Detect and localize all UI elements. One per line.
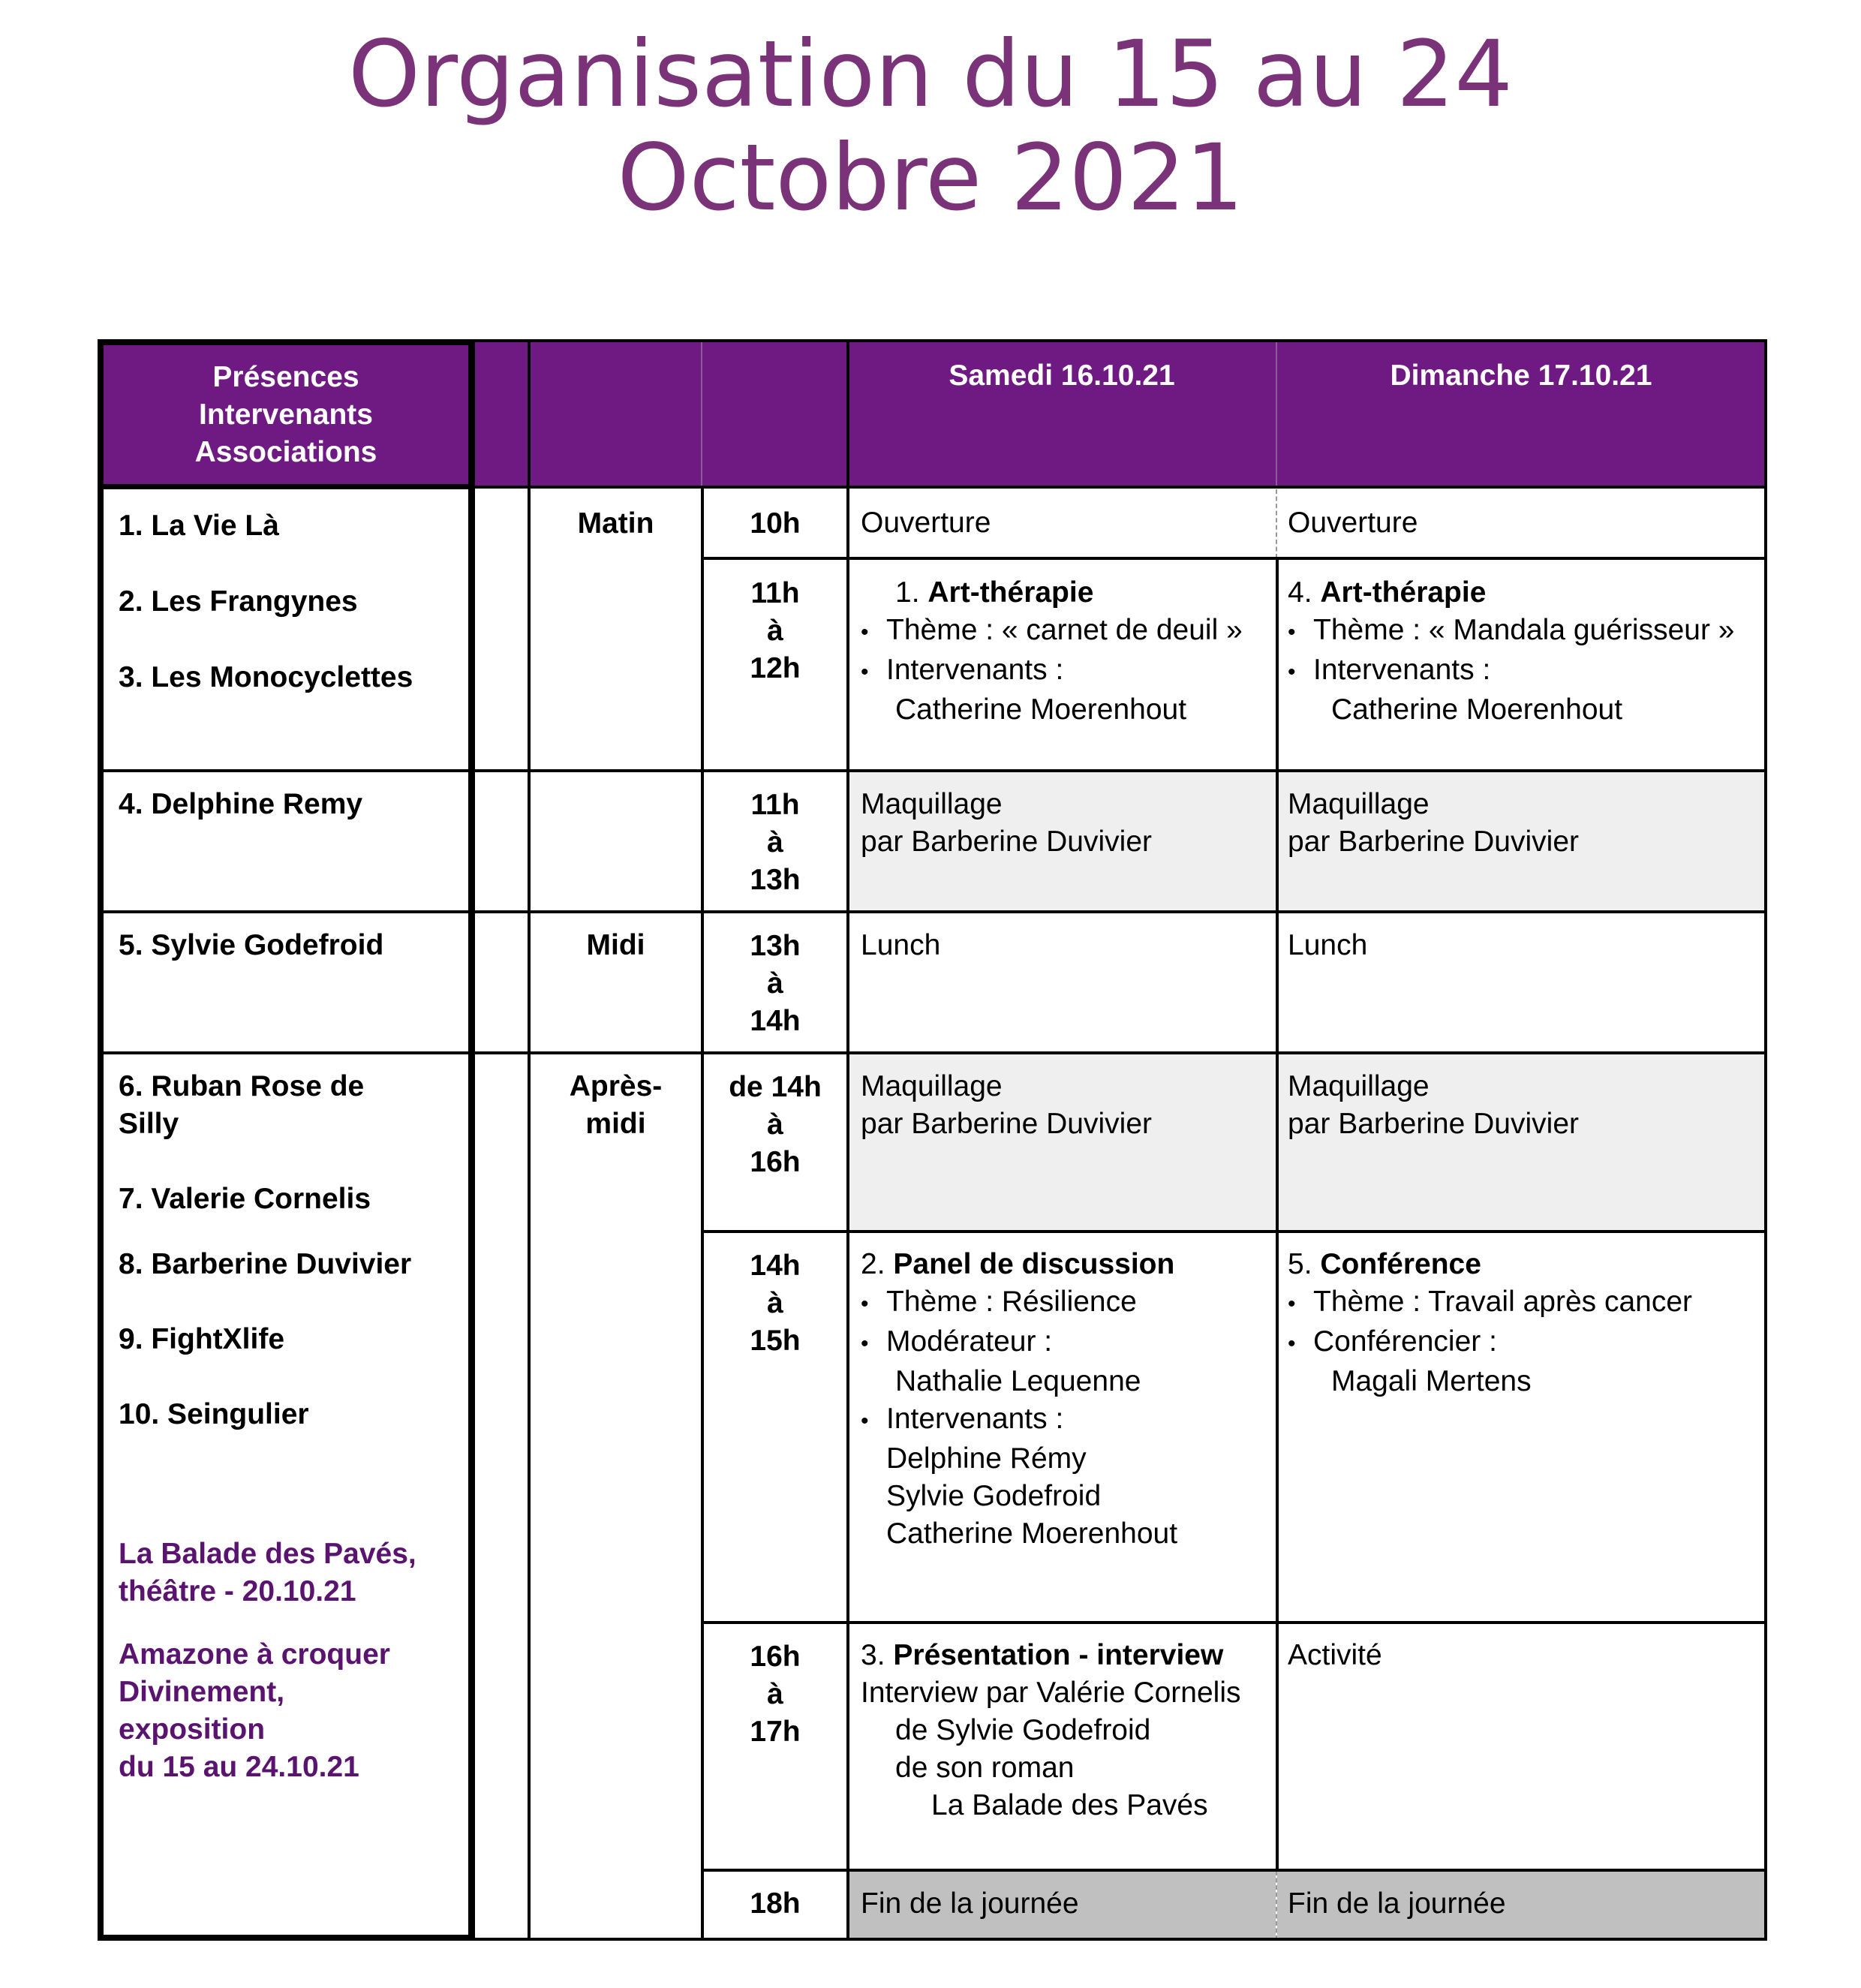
sat-panel-moderator-name: Nathalie Lequenne (895, 1365, 1141, 1397)
sidebar-event-2-line-4: du 15 au 24.10.21 (119, 1751, 359, 1783)
time-line: 11h (750, 789, 800, 821)
sun-conference (1288, 1246, 1692, 1400)
sun-makeup2-line-1: Maquillage (1288, 1070, 1430, 1102)
time-16h-17h (704, 1638, 846, 1751)
time-line: 12h (750, 652, 801, 684)
sun-conf-title-text: Conférence (1320, 1248, 1481, 1280)
sun-conf-speaker: • Conférencier : (1288, 1323, 1692, 1363)
time-line: de 14h (729, 1071, 822, 1103)
sat-pres-num: 3. (861, 1639, 894, 1671)
time-11h-13h (704, 786, 846, 899)
sun-art-title (1288, 574, 1734, 612)
sidebar-header-line-1: Présences (212, 361, 359, 393)
time-line: 16h (750, 1641, 801, 1673)
sat-art-num: 1. (895, 576, 928, 609)
sat-pres-line: La Balade des Pavés (931, 1789, 1208, 1821)
sat-lunch: Lunch (861, 929, 941, 961)
time-line: à (767, 1287, 783, 1319)
period-morning: Matin (577, 507, 654, 540)
sat-panel-title (861, 1246, 1177, 1283)
sat-makeup-line-2: par Barberine Duvivier (861, 826, 1153, 858)
sun-makeup-afternoon (1288, 1068, 1579, 1143)
time-11h-12h (704, 575, 846, 687)
sidebar-item-4: 4. Delphine Remy (119, 788, 363, 820)
sun-makeup2-line-2: par Barberine Duvivier (1288, 1108, 1580, 1140)
sidebar-header (104, 359, 468, 471)
time-line: 14h (750, 1005, 801, 1037)
title-line-1: Organisation du 15 au 24 (348, 21, 1513, 128)
sat-panel-name: Sylvie Godefroid (886, 1480, 1102, 1512)
sidebar-gap-right (473, 339, 475, 1941)
sat-pres-line: de Sylvie Godefroid (895, 1714, 1151, 1746)
sun-conf-theme: • Thème : Travail après cancer (1288, 1283, 1692, 1323)
column-header-saturday: Samedi 16.10.21 (949, 359, 1175, 392)
sat-opening: Ouverture (861, 507, 991, 539)
sidebar-item-7: 7. Valerie Cornelis (119, 1183, 371, 1215)
sat-panel-moderator: • Modérateur : (861, 1323, 1177, 1363)
sat-panel-name: Delphine Rémy (886, 1442, 1087, 1475)
sidebar-event-1-line-2: théâtre - 20.10.21 (119, 1575, 356, 1608)
sat-pres-line: de son roman (895, 1752, 1075, 1784)
sat-panel-title-text: Panel de discussion (893, 1248, 1175, 1280)
sat-makeup-morning (861, 786, 1152, 861)
time-line: à (767, 1678, 783, 1710)
sat-pres-title-text: Présentation - interview (893, 1639, 1224, 1671)
sat-presentation (861, 1637, 1241, 1824)
sat-art-theme: • Thème : « carnet de deuil » (861, 612, 1243, 651)
sidebar-item-5: 5. Sylvie Godefroid (119, 929, 384, 961)
title-line-2: Octobre 2021 (617, 125, 1244, 231)
sun-makeup-morning (1288, 786, 1579, 861)
time-line: à (767, 826, 783, 859)
column-header-sunday: Dimanche 17.10.21 (1390, 359, 1652, 392)
time-line: 17h (750, 1716, 801, 1748)
sun-activity: Activité (1288, 1639, 1382, 1671)
sat-art-title-text: Art-thérapie (927, 576, 1094, 609)
sun-makeup-line-1: Maquillage (1288, 788, 1430, 820)
sidebar-item-9: 9. FightXlife (119, 1323, 285, 1355)
sidebar-event-2 (119, 1636, 390, 1786)
sidebar-event-1 (119, 1535, 416, 1611)
sidebar-item-6-line-2: Silly (119, 1108, 179, 1140)
sidebar-item-8: 8. Barberine Duvivier (119, 1248, 412, 1280)
sat-makeup-afternoon (861, 1068, 1152, 1143)
sat-art-speakers: • Intervenants : (861, 651, 1243, 691)
sun-conf-title (1288, 1246, 1692, 1283)
sidebar-header-line-2: Intervenants (199, 399, 373, 431)
time-line: 16h (750, 1146, 801, 1178)
period-afternoon-line-2: midi (585, 1108, 646, 1140)
sat-pres-line: Interview par Valérie Cornelis (861, 1677, 1241, 1709)
sun-art-speakers: • Intervenants : (1288, 651, 1734, 691)
sun-art-num: 4. (1288, 576, 1321, 609)
sidebar-event-2-line-3: exposition (119, 1713, 266, 1746)
time-line: 13h (750, 864, 801, 896)
sidebar-header-line-3: Associations (194, 436, 377, 468)
sat-art-therapy (861, 574, 1243, 729)
sun-opening: Ouverture (1288, 507, 1418, 539)
time-14h-16h (704, 1069, 846, 1181)
period-afternoon (531, 1068, 701, 1143)
sat-pres-title (861, 1637, 1241, 1674)
sat-panel (861, 1246, 1177, 1553)
time-13h-14h (704, 928, 846, 1040)
sat-makeup2-line-2: par Barberine Duvivier (861, 1108, 1153, 1140)
page-title (0, 23, 1861, 230)
sun-art-title-text: Art-thérapie (1320, 576, 1487, 609)
sat-panel-speakers: • Intervenants : (861, 1400, 1177, 1440)
sun-conf-name: Magali Mertens (1331, 1365, 1532, 1397)
sat-makeup-line-1: Maquillage (861, 788, 1003, 820)
time-line: 14h (750, 1250, 801, 1282)
sidebar-item-2: 2. Les Frangynes (119, 585, 358, 618)
sidebar-item-1: 1. La Vie Là (119, 510, 279, 542)
sun-makeup-line-2: par Barberine Duvivier (1288, 826, 1580, 858)
sidebar-item-6 (119, 1068, 364, 1143)
time-line: à (767, 615, 783, 647)
sat-art-name: Catherine Moerenhout (895, 693, 1187, 726)
sun-art-name: Catherine Moerenhout (1331, 693, 1623, 726)
sat-panel-theme: • Thème : Résilience (861, 1283, 1177, 1323)
time-18h: 18h (750, 1887, 801, 1920)
time-line: à (767, 967, 783, 1000)
time-line: 13h (750, 930, 801, 962)
sat-art-title (861, 574, 1243, 612)
sat-panel-num: 2. (861, 1248, 894, 1280)
sun-lunch: Lunch (1288, 929, 1368, 961)
sun-conf-num: 5. (1288, 1248, 1321, 1280)
time-14h-15h (704, 1247, 846, 1360)
period-noon: Midi (586, 929, 645, 961)
sun-art-therapy (1288, 574, 1734, 729)
time-line: 15h (750, 1325, 801, 1357)
sidebar-item-3: 3. Les Monocyclettes (119, 661, 413, 693)
sidebar-item-10: 10. Seingulier (119, 1398, 309, 1430)
time-line: 11h (750, 577, 800, 609)
sidebar-event-2-line-2: Divinement, (119, 1676, 285, 1708)
sidebar-event-2-line-1: Amazone à croquer (119, 1638, 390, 1671)
sat-makeup2-line-1: Maquillage (861, 1070, 1003, 1102)
sat-panel-name: Catherine Moerenhout (886, 1517, 1178, 1550)
sidebar-event-1-line-1: La Balade des Pavés, (119, 1538, 416, 1570)
sidebar-item-6-line-1: 6. Ruban Rose de (119, 1070, 365, 1102)
sat-end: Fin de la journée (861, 1887, 1079, 1920)
sun-end: Fin de la journée (1288, 1887, 1506, 1920)
sidebar-header-divider (98, 484, 474, 489)
period-afternoon-line-1: Après- (569, 1070, 663, 1102)
time-line: à (767, 1108, 783, 1141)
time-10h: 10h (750, 507, 801, 540)
sun-art-theme: • Thème : « Mandala guérisseur » (1288, 612, 1734, 651)
